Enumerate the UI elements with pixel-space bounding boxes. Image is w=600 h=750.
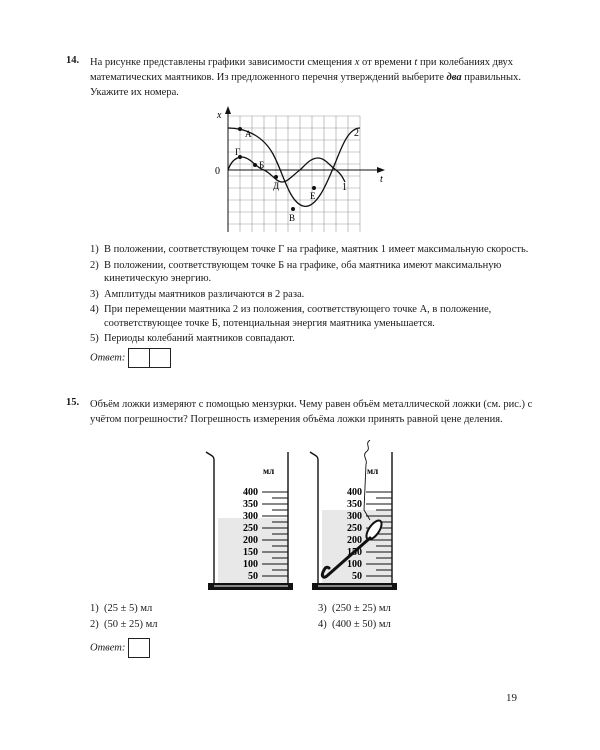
question-15-text: Объём ложки измеряют с помощью мензурки. Чему равен объём металлической ложки (см. рис.) с учётом погрешности? Погрешность измерения объёма ложки принять равной цене деления. <box>90 399 533 425</box>
q14-answer-row <box>90 348 171 368</box>
q15-option-2 <box>90 618 158 632</box>
beaker-1-scale-100: 100 <box>243 559 258 570</box>
q14-var-t: t <box>414 57 418 68</box>
q14-option-4-text: При перемещении маятника 2 из положения, соответствующего точке А, в положение, соответствующее точке Б, потенциальная энергия маятника уменьшается. <box>104 304 492 329</box>
beaker-1-scale-50: 50 <box>248 571 258 582</box>
beaker-1-scale-300: 300 <box>243 511 258 522</box>
q15-option-4-number: 4) <box>318 618 327 630</box>
point-e <box>312 186 316 190</box>
beaker-2-scale-300: 300 <box>347 511 362 522</box>
q14-text-part-4: правильных. Укажите их номера. <box>90 72 521 98</box>
q14-text-part-1: На рисунке представлены графики зависимости смещения <box>90 57 355 68</box>
beaker-2-scale-350: 350 <box>347 499 362 510</box>
q15-option-2-number: 2) <box>90 618 99 630</box>
spoon-thread <box>364 440 370 520</box>
q14-emph: два <box>446 72 462 83</box>
point-e-label: Е <box>310 191 316 201</box>
point-v-label: В <box>289 213 296 223</box>
beaker-2-unit: мл <box>367 466 379 476</box>
q14-answer-label: Ответ: <box>90 352 126 364</box>
q14-option-3 <box>90 288 536 302</box>
oscillation-graph <box>195 106 395 236</box>
beaker-1-scale-250: 250 <box>243 523 258 534</box>
q14-option-5-number: 5) <box>90 333 99 344</box>
beaker-2-scale-250: 250 <box>347 523 362 534</box>
beaker-1 <box>206 452 293 590</box>
q14-option-2 <box>90 259 536 286</box>
point-v <box>291 207 295 211</box>
q15-options-right <box>318 602 391 631</box>
point-b-label: Б <box>259 160 265 170</box>
beaker-1-scale-150: 150 <box>243 547 258 558</box>
beaker-1-scale-350: 350 <box>243 499 258 510</box>
q15-options-left <box>90 602 158 631</box>
q15-option-4 <box>318 618 391 632</box>
question-15-number: 15. <box>66 397 80 408</box>
q14-option-3-number: 3) <box>90 288 99 300</box>
q14-text-part-2: от времени <box>359 57 415 68</box>
beaker-2-scale-100: 100 <box>347 559 362 570</box>
beaker-1-scale-200: 200 <box>243 535 258 546</box>
q14-option-5 <box>90 332 536 346</box>
q15-option-1-number: 1) <box>90 603 99 614</box>
q15-option-4-text: (400 ± 50) мл <box>332 618 391 630</box>
beaker-2-scale-200: 200 <box>347 535 362 546</box>
question-14-options <box>90 243 536 346</box>
q15-answer-row <box>90 638 150 658</box>
q14-option-5-text: Периоды колебаний маятников совпадают. <box>104 333 295 344</box>
beaker-2 <box>310 440 397 590</box>
q14-option-3-text: Амплитуды маятников различаются в 2 раза. <box>104 288 305 300</box>
point-d-label: Д <box>273 181 280 191</box>
y-axis-arrow <box>225 106 231 114</box>
beaker-2-scale-50: 50 <box>352 571 362 582</box>
q14-option-4-number: 4) <box>90 304 99 315</box>
page-number: 19 <box>506 692 517 704</box>
beaker-2-scale-150: 150 <box>347 547 362 558</box>
beaker-1-unit: мл <box>263 466 275 476</box>
q15-option-1-text: (25 ± 5) мл <box>104 603 153 614</box>
question-14-number: 14. <box>66 55 80 66</box>
q14-option-1-text: В положении, соответствующем точке Г на графике, маятник 1 имеет максимальную скорость. <box>104 244 529 255</box>
x-axis-label: t <box>380 174 383 185</box>
q15-option-3-text: (250 ± 25) мл <box>332 603 391 614</box>
q14-text-part-3: при колебаниях двух математических маятников. Из предложенного перечня утверждений выберите <box>90 57 514 83</box>
point-d <box>274 175 278 179</box>
q15-answer-box[interactable] <box>128 638 150 658</box>
q15-answer-label: Ответ: <box>90 642 126 654</box>
beaker-2-scale-400: 400 <box>347 487 362 498</box>
q15-option-2-text: (50 ± 25) мл <box>104 618 158 630</box>
q14-option-1 <box>90 243 536 257</box>
q14-var-x: x <box>354 57 360 68</box>
q14-answer-box-1[interactable] <box>128 348 150 368</box>
curve-2-label: 2 <box>354 128 359 139</box>
beaker-1-scale-400: 400 <box>243 487 258 498</box>
q14-option-2-text: В положении, соответствующем точке Б на графике, оба маятника имеют максимальную кинетическую энергию. <box>104 259 502 284</box>
x-axis-arrow <box>377 167 385 173</box>
q15-option-3 <box>318 602 391 616</box>
q14-option-4 <box>90 303 536 330</box>
y-axis-label: x <box>217 110 222 121</box>
point-g-label: Г <box>235 147 241 157</box>
q14-option-1-number: 1) <box>90 244 99 255</box>
q14-answer-box-2[interactable] <box>150 348 171 368</box>
point-a-label: А <box>245 129 252 139</box>
beakers-figure <box>200 440 410 595</box>
origin-label: 0 <box>215 166 220 177</box>
point-b <box>253 163 257 167</box>
q14-option-2-number: 2) <box>90 259 99 271</box>
curve-1-label: 1 <box>342 182 347 193</box>
q15-option-1 <box>90 602 158 616</box>
question-14-text <box>90 55 536 100</box>
q15-option-3-number: 3) <box>318 603 327 614</box>
point-a <box>238 127 242 131</box>
